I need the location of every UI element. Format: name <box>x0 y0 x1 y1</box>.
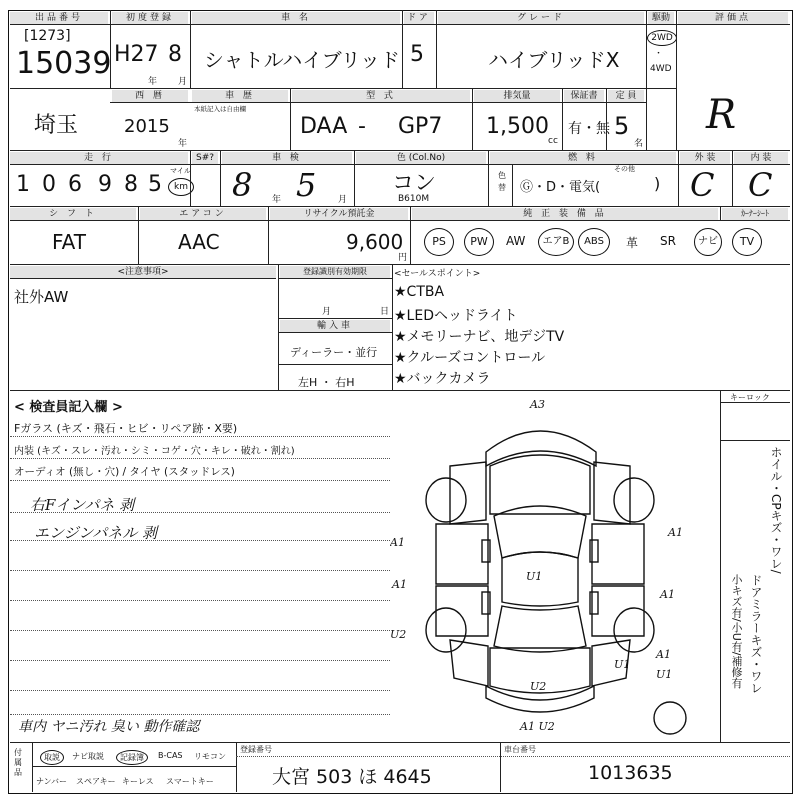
score-value: R <box>706 92 737 138</box>
footer-smart-key: スマートキー <box>166 777 214 786</box>
color-code: B610M <box>398 194 430 204</box>
drive-4wd: 4WD <box>650 64 672 74</box>
recycle-value: 9,600 <box>346 230 404 254</box>
shift-value: FAT <box>52 230 87 254</box>
displacement-label: 排気量 <box>474 90 560 102</box>
drive-dot: ・ <box>654 49 664 59</box>
first-reg-month: 8 <box>168 42 182 67</box>
inspection-label: 車 検 <box>222 152 352 164</box>
mark-trunk: U2 <box>530 680 547 693</box>
first-reg-label: 初度登録 <box>112 12 188 24</box>
model-year-value: 2015 <box>124 116 170 137</box>
mileage-digit-3: 6 <box>68 172 82 197</box>
import-handle: 左H ・ 右H <box>298 376 355 389</box>
grade-label: グレード <box>438 12 644 24</box>
mark-right-rear: A1 <box>656 648 671 661</box>
lot-sub: [1273] <box>24 28 71 44</box>
inspector-line-2: 内装 (キズ・スレ・汚れ・シミ・コゲ・穴・キレ・破れ・割れ) <box>14 446 295 457</box>
car-name-label: 車 名 <box>192 12 400 24</box>
inspector-note-1: 右Fインパネ 剥 <box>30 496 135 514</box>
equip-ps: PS <box>424 228 454 256</box>
mark-left-rear: U2 <box>390 628 407 641</box>
sales-point-2: ★LEDヘッドライト <box>394 308 518 324</box>
sales-point-5: ★バックカメラ <box>394 371 491 387</box>
footer-manual: 取説 <box>40 750 64 765</box>
color-label: 色 (Col.No) <box>356 152 486 164</box>
mileage-label: 走 行 <box>10 152 188 164</box>
first-reg-year-unit: 年 <box>148 77 158 87</box>
fuel-options: Ⓖ・D・電気( <box>520 180 601 195</box>
drive-2wd: 2WD <box>647 30 677 46</box>
footer-side-label: 付属品 <box>14 748 22 777</box>
model-label: 型 式 <box>292 90 470 102</box>
first-reg-era: H27 <box>114 42 159 67</box>
footer-number: ナンバー <box>36 777 68 786</box>
notes-label: <注意事項> <box>10 266 276 278</box>
keylock-label: キーロック <box>730 393 770 402</box>
car-damage-diagram <box>390 396 720 736</box>
aircon-value: AAC <box>178 230 220 254</box>
score-label: 評価点 <box>678 12 788 24</box>
capacity-unit: 名 <box>634 139 644 149</box>
footer-spare-key: スペアキー <box>76 777 116 786</box>
inspector-note-3: 車内 ヤニ汚れ 臭い 動作確認 <box>18 719 200 735</box>
displacement-value: 1,500 <box>486 114 549 139</box>
warranty-label: 保証書 <box>564 90 604 102</box>
side-text-1: ホイル・CPキズ・ワレ/ <box>769 446 783 574</box>
first-reg-month-unit: 月 <box>178 77 188 87</box>
reg-expiry-day: 日 <box>380 307 390 317</box>
capacity-label: 定 員 <box>608 90 644 102</box>
mark-left-door: A1 <box>392 578 407 591</box>
chassis-label: 車台番号 <box>504 745 536 754</box>
interior-label: 内 装 <box>734 152 788 164</box>
interior-value: C <box>748 166 773 204</box>
car-name-value: シャトルハイブリッド <box>204 48 400 72</box>
mark-rear-bumper: A1 U2 <box>520 720 555 733</box>
plate-label: 登録番号 <box>240 745 272 754</box>
side-text-2: ドアミラーキズ・ワレ <box>749 574 763 694</box>
fuel-other-label: その他 <box>614 165 635 173</box>
exterior-label: 外 装 <box>680 152 730 164</box>
capacity-value: 5 <box>614 112 630 140</box>
sno-label: S#? <box>192 152 218 164</box>
plate-number: 大宮 503 ほ 4645 <box>272 766 432 788</box>
notes-value: 社外AW <box>14 288 69 306</box>
equip-tv: TV <box>732 228 762 256</box>
drive-label: 駆動 <box>648 12 674 24</box>
lot-label: 出品番号 <box>10 12 108 24</box>
mileage-digit-4: 9 <box>98 172 112 197</box>
model-prefix: DAA <box>300 114 348 139</box>
equip-pw: PW <box>464 228 494 256</box>
mark-right-door: A1 <box>660 588 675 601</box>
history-label: 車 歴 <box>192 90 288 102</box>
chassis-number: 1013635 <box>588 762 673 784</box>
displacement-unit: cc <box>548 136 558 146</box>
exterior-value: C <box>690 166 715 204</box>
footer-keyless: キーレス <box>122 777 154 786</box>
mileage-digit-6: 5 <box>148 172 162 197</box>
sales-point-4: ★クルーズコントロール <box>394 350 546 366</box>
equip-navi: ナビ <box>694 228 722 256</box>
history-note: 本紙記入は自由欄 <box>194 105 246 113</box>
inspection-year: 8 <box>232 166 253 204</box>
inspection-year-unit: 年 <box>272 195 282 205</box>
mark-right-quarter: U1 <box>656 668 673 681</box>
color-change-label: 色替 <box>498 171 506 192</box>
equip-abs: ABS <box>578 228 610 256</box>
footer-navi-manual: ナビ取説 <box>72 752 104 761</box>
grade-value: ハイブリッドX <box>488 48 620 72</box>
side-text-3: 小キズ有/小U有/補修有 <box>730 574 743 689</box>
mark-right-fender: A1 <box>668 526 683 539</box>
inspector-line-3: オーディオ (無し・穴) / タイヤ (スタッドレス) <box>14 466 235 478</box>
fuel-close: ) <box>654 174 661 193</box>
recycle-label: リサイクル預託金 <box>270 208 408 220</box>
dealer-label: ｶｰﾅｰｼｰﾄ <box>722 208 788 220</box>
mark-roof: U1 <box>526 570 543 583</box>
model-dash: - <box>358 114 366 139</box>
mileage-digit-5: 8 <box>124 172 138 197</box>
mark-rear-quarter: U1 <box>614 658 631 671</box>
mark-front: A3 <box>530 398 545 411</box>
equip-airbag: エアB <box>538 228 574 256</box>
sales-point-3: ★メモリーナビ、地デジTV <box>394 329 565 345</box>
lot-number: 15039 <box>16 46 112 81</box>
shift-label: シ フ ト <box>10 208 136 220</box>
sales-label: <セールスポイント> <box>394 269 481 279</box>
import-dealer: ディーラー・並行 <box>290 346 378 359</box>
equip-aw: AW <box>506 234 526 248</box>
region-value: 埼玉 <box>34 113 79 138</box>
equip-leather: 革 <box>626 236 639 250</box>
warranty-value: 有・無 <box>568 121 610 137</box>
equipment-label: 純 正 装 備 品 <box>412 208 718 220</box>
footer-remote: リモコン <box>194 752 226 761</box>
door-label: ドア <box>404 12 434 24</box>
inspection-month-unit: 月 <box>338 195 348 205</box>
sales-point-1: ★CTBA <box>394 284 445 300</box>
reg-expiry-label: 登録識別有効期限 <box>280 266 390 278</box>
inspector-note-2: エンジンパネル 剥 <box>34 524 157 542</box>
inspector-label: < 検査員記入欄 > <box>14 400 123 415</box>
import-label: 輸入車 <box>280 320 390 332</box>
fuel-label: 燃 料 <box>490 152 676 164</box>
color-value: コン <box>392 171 437 196</box>
model-year-label: 西 暦 <box>112 90 188 102</box>
mileage-digit-2: 0 <box>42 172 56 197</box>
aircon-label: エアコン <box>140 208 266 220</box>
mark-left-fender: A1 <box>390 536 405 549</box>
model-code: GP7 <box>398 114 443 139</box>
equip-sr: SR <box>660 234 676 248</box>
reg-expiry-month: 月 <box>322 307 332 317</box>
mileage-unit-km: km <box>168 178 194 196</box>
door-value: 5 <box>410 42 424 67</box>
mileage-unit-mile: マイル <box>170 167 191 175</box>
model-year-unit: 年 <box>178 139 188 149</box>
inspection-month: 5 <box>296 166 317 204</box>
inspector-line-1: Fガラス (キズ・飛石・ヒビ・リペア跡・X要) <box>14 422 238 435</box>
footer-record-book: 記録簿 <box>116 750 148 765</box>
recycle-unit: 円 <box>398 253 408 263</box>
mileage-digit-1: 1 <box>16 172 30 197</box>
footer-bcas: B-CAS <box>158 751 183 760</box>
